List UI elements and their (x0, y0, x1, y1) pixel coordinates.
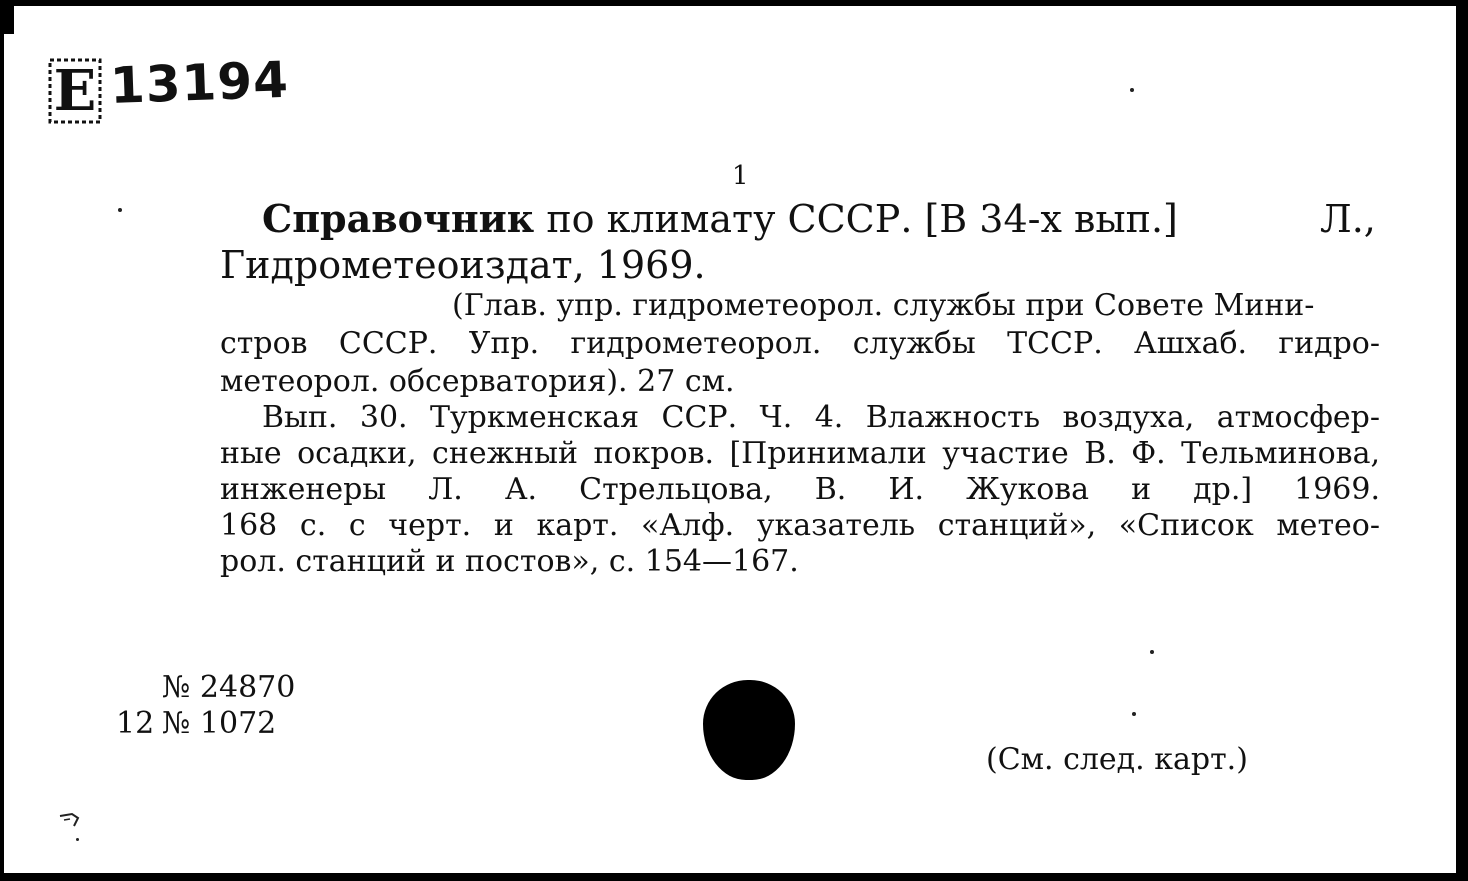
note-line-1: (Глав. упр. гидрометеорол. службы при Совете Мини- (452, 288, 1315, 323)
volume-line-3: инженеры Л. А. Стрельцова, В. И. Жукова и др.] 1969. (220, 472, 1380, 507)
publisher-line: Гидрометеоиздат, 1969. (220, 243, 706, 287)
scan-border-bottom (0, 873, 1468, 881)
volume-line-5: рол. станций и постов», с. 154—167. (220, 544, 799, 579)
stamp-letter: E (53, 58, 97, 124)
volume-line-4: 168 с. с черт. и карт. «Алф. указатель станций», «Список метео- (220, 508, 1380, 543)
card-punch-hole (703, 680, 795, 780)
scan-speck (118, 208, 122, 212)
scan-speck (1132, 712, 1136, 716)
pencil-mark-icon (58, 806, 86, 846)
title-rest: по климату СССР. [В 34-х вып.] (534, 197, 1178, 241)
continued-note: (См. след. карт.) (986, 742, 1248, 777)
scan-corner-mark (4, 6, 14, 34)
card-number: 1 (732, 161, 749, 191)
library-stamp (46, 54, 106, 128)
scan-border-right (1456, 0, 1468, 881)
scan-border-top (0, 0, 1468, 6)
title-bold: Справочник (262, 196, 535, 241)
note-line-3: метеорол. обсерватория). 27 см. (220, 364, 735, 399)
inventory-prefix: 12 (116, 706, 155, 741)
publication-place: Л., (1320, 197, 1376, 241)
volume-line-2: ные осадки, снежный покров. [Принимали участие В. Ф. Тельминова, (220, 436, 1380, 471)
inventory-number-1: № 24870 (162, 670, 296, 705)
note-line-2: стров СССР. Упр. гидрометеорол. службы ТССР. Ашхаб. гидро- (220, 326, 1380, 361)
title-line (262, 196, 1178, 242)
inventory-number-2: № 1072 (162, 706, 277, 741)
accession-number: 13194 (108, 50, 290, 115)
volume-line-1: Вып. 30. Туркменская ССР. Ч. 4. Влажность воздуха, атмосфер- (262, 400, 1380, 435)
scan-speck (1150, 650, 1154, 654)
scan-border-left (0, 0, 4, 881)
scan-speck (1130, 88, 1134, 92)
